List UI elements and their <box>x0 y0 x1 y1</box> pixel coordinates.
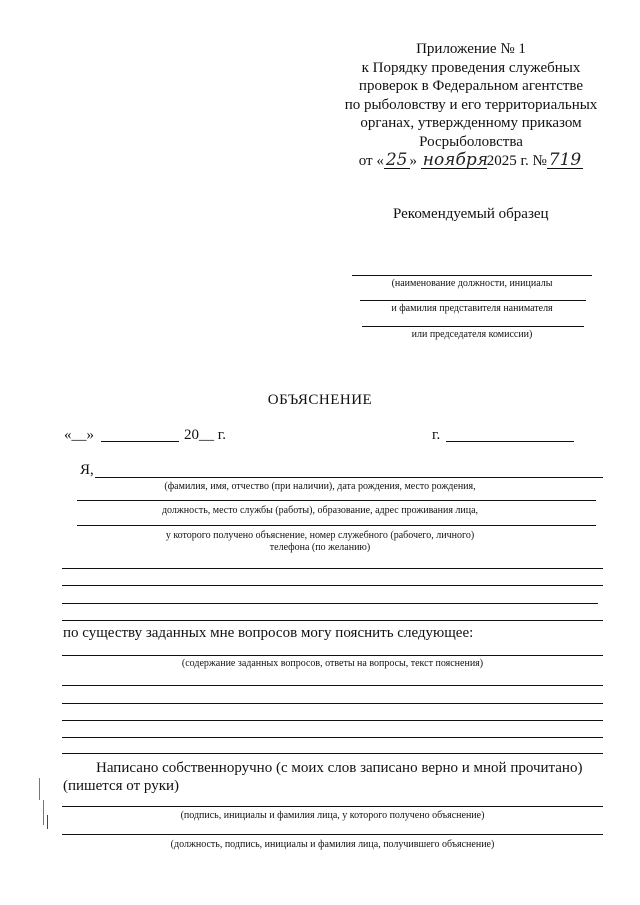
appendix-line: по рыболовству и его территориальных <box>344 96 598 113</box>
appendix-line: органах, утвержденному приказом <box>360 115 582 131</box>
content-caption: (содержание заданных вопросов, ответы на вопросы, текст пояснения) <box>181 658 484 669</box>
appendix-line: проверок в Федеральном агентстве <box>358 78 584 94</box>
scan-mark <box>47 815 48 829</box>
addressee-line[interactable] <box>362 326 584 327</box>
date-prefix: от « <box>358 153 384 169</box>
person-line[interactable] <box>77 500 596 501</box>
ya-label: Я, <box>80 462 94 478</box>
addressee-line[interactable] <box>352 275 592 276</box>
appendix-line: Росрыболовства <box>419 133 523 150</box>
city-blank[interactable] <box>446 441 574 442</box>
addressee-caption: и фамилия представителя нанимателя <box>391 303 553 314</box>
quote-close: » <box>86 427 94 443</box>
handwritten-note: Написано собственноручно (с моих слов записано верно и мной прочитано) <box>96 760 583 776</box>
person-caption: должность, место службы (работы), образование, адрес проживания лица, <box>161 505 479 516</box>
date-field <box>64 427 94 444</box>
person-line[interactable] <box>95 477 603 478</box>
signature-caption: (должность, подпись, инициалы и фамилия лица, получившего объяснение) <box>170 839 495 850</box>
scan-mark <box>43 800 44 825</box>
content-line[interactable] <box>62 753 603 754</box>
order-number: 719 <box>548 150 582 170</box>
content-line[interactable] <box>62 737 603 738</box>
signature-caption: (подпись, инициалы и фамилия лица, у которого получено объяснение) <box>180 810 485 821</box>
order-year: 2025 г. № <box>486 153 547 169</box>
addressee-line[interactable] <box>360 300 586 301</box>
city-label: г. <box>432 427 441 443</box>
content-line[interactable] <box>62 703 603 704</box>
day-blank: __ <box>71 427 87 443</box>
order-day: 25 <box>385 150 408 170</box>
person-line[interactable] <box>62 603 598 604</box>
person-caption: телефона (по желанию) <box>269 542 371 553</box>
addressee-caption: (наименование должности, инициалы <box>391 278 553 289</box>
handwritten-note-hint: (пишется от руки) <box>63 778 180 794</box>
document-title: ОБЪЯСНЕНИЕ <box>267 392 373 408</box>
scan-mark <box>39 778 40 800</box>
person-line[interactable] <box>62 568 603 569</box>
month-blank[interactable] <box>101 441 179 442</box>
content-line[interactable] <box>62 685 603 686</box>
year-prefix: 20 <box>184 427 199 443</box>
date-mid: » <box>409 153 417 169</box>
appendix-header <box>330 40 612 171</box>
person-caption: (фамилия, имя, отчество (при наличии), дата рождения, место рождения, <box>164 481 476 492</box>
signature-line[interactable] <box>62 806 603 807</box>
addressee-caption: или председателя комиссии) <box>411 329 533 340</box>
person-line[interactable] <box>77 525 596 526</box>
explain-text: по существу заданных мне вопросов могу пояснить следующее: <box>63 625 474 641</box>
year-suffix: __ г. <box>199 427 226 443</box>
order-date-line <box>330 152 612 171</box>
person-line[interactable] <box>62 620 603 621</box>
order-month: ноября <box>422 150 488 170</box>
content-line[interactable] <box>62 655 603 656</box>
sample-label: Рекомендуемый образец <box>393 206 549 222</box>
appendix-line: к Порядку проведения служебных <box>361 59 581 76</box>
person-caption: у которого получено объяснение, номер служебного (рабочего, личного) <box>165 530 475 541</box>
signature-line[interactable] <box>62 834 603 835</box>
year-field <box>184 427 226 444</box>
appendix-title: Приложение № 1 <box>416 41 526 57</box>
person-line[interactable] <box>62 585 603 586</box>
content-line[interactable] <box>62 720 603 721</box>
quote-open: « <box>64 427 72 443</box>
